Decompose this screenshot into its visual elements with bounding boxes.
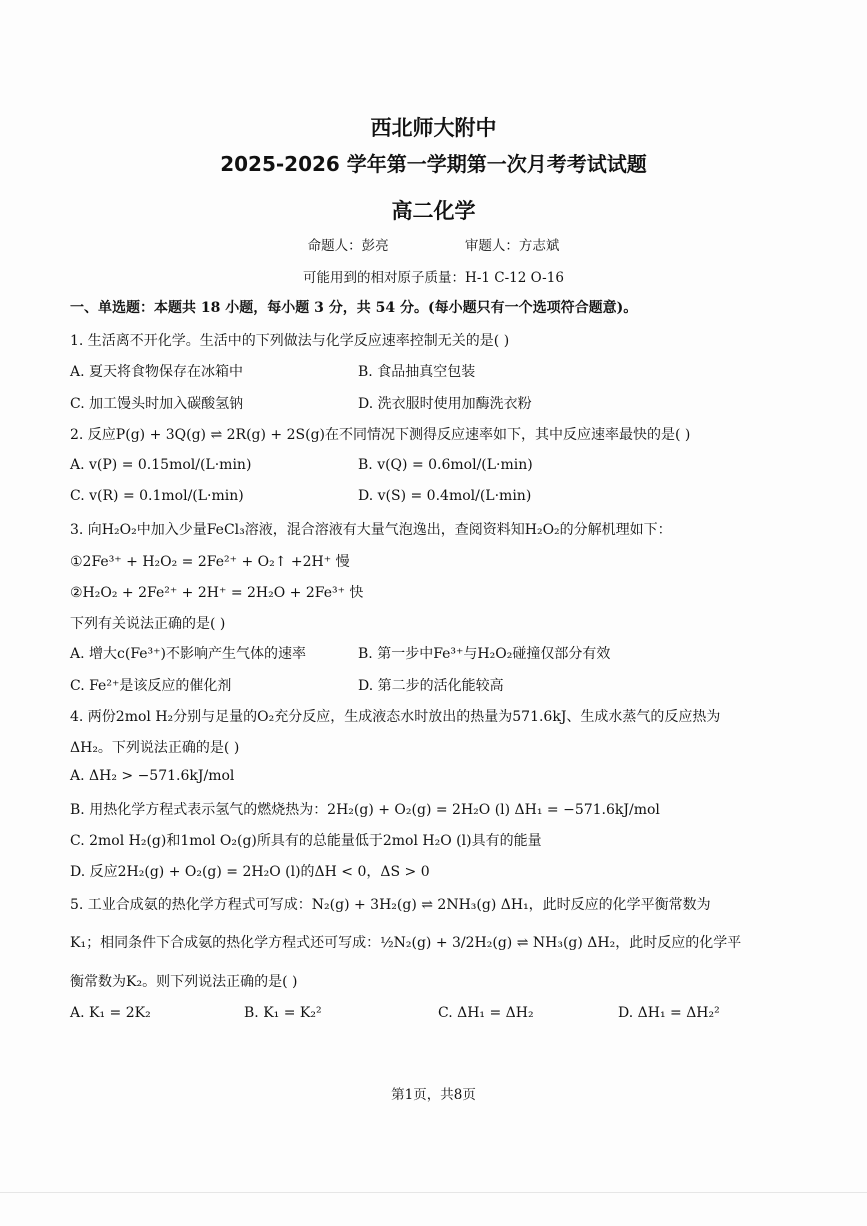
q3-stem: 3. 向H₂O₂中加入少量FeCl₃溶液，混合溶液有大量气泡逸出，查阅资料知H₂O₂的分解机理如下： — [70, 522, 672, 538]
page-number: 第1页，共8页 — [391, 1087, 476, 1103]
q5-option-b: B. K₁ = K₂² — [244, 1005, 322, 1021]
exam-title: 2025-2026 学年第一学期第一次月考考试试题 — [220, 152, 647, 176]
q4-option-d: D. 反应2H₂(g) + O₂(g) = 2H₂O (l)的ΔH < 0，ΔS > 0 — [70, 864, 430, 880]
q4-option-a: A. ΔH₂ > −571.6kJ/mol — [70, 768, 235, 784]
q3-step-1: ①2Fe³⁺ + H₂O₂ = 2Fe²⁺ + O₂↑ +2H⁺ 慢 — [70, 554, 350, 570]
q5-stem-3: 衡常数为K₂。则下列说法正确的是( ) — [70, 974, 298, 990]
q4-option-c: C. 2mol H₂(g)和1mol O₂(g)所具有的总能量低于2mol H₂O (l)具有的能量 — [70, 833, 542, 849]
q5-option-c: C. ΔH₁ = ΔH₂ — [438, 1005, 534, 1021]
school-title: 西北师大附中 — [370, 116, 497, 140]
q3-option-a: A. 增大c(Fe³⁺)不影响产生气体的速率 — [70, 646, 307, 662]
q5-option-d: D. ΔH₁ = ΔH₂² — [618, 1005, 720, 1021]
q2-option-c: C. v(R) = 0.1mol/(L·min) — [70, 488, 244, 504]
q1-option-c: C. 加工馒头时加入碳酸氢钠 — [70, 396, 244, 412]
q1-option-a: A. 夏天将食物保存在冰箱中 — [70, 364, 244, 380]
q3-option-c: C. Fe²⁺是该反应的催化剂 — [70, 678, 232, 694]
authors-line — [0, 234, 867, 254]
q1-option-d: D. 洗衣服时使用加酶洗衣粉 — [358, 396, 532, 412]
q3-step-2: ②H₂O₂ + 2Fe²⁺ + 2H⁺ = 2H₂O + 2Fe³⁺ 快 — [70, 585, 364, 601]
reviewer: 审题人：方志斌 — [464, 238, 560, 254]
bottom-divider — [0, 1192, 867, 1193]
q5-stem-2: K₁；相同条件下合成氨的热化学方程式还可写成：½N₂(g) + 3/2H₂(g) ⇌ NH₃(g) ΔH₂，此时反应的化学平 — [70, 935, 742, 951]
q2-option-b: B. v(Q) = 0.6mol/(L·min) — [358, 457, 533, 473]
q5-stem-1: 5. 工业合成氨的热化学方程式可写成：N₂(g) + 3H₂(g) ⇌ 2NH₃(g) ΔH₁，此时反应的化学平衡常数为 — [70, 897, 711, 913]
q4-stem-2: ΔH₂。下列说法正确的是( ) — [70, 740, 240, 756]
q2-option-d: D. v(S) = 0.4mol/(L·min) — [358, 488, 532, 504]
q2-stem: 2. 反应P(g) + 3Q(g) ⇌ 2R(g) + 2S(g)在不同情况下测得反应速率如下，其中反应速率最快的是( ) — [70, 427, 691, 443]
atomic-masses: 可能用到的相对原子质量：H-1 C-12 O-16 — [303, 270, 564, 286]
subject-title: 高二化学 — [391, 199, 476, 223]
q3-ask: 下列有关说法正确的是( ) — [70, 616, 226, 632]
q4-option-b: B. 用热化学方程式表示氢气的燃烧热为：2H₂(g) + O₂(g) = 2H₂O (l) ΔH₁ = −571.6kJ/mol — [70, 802, 660, 818]
q3-option-d: D. 第二步的活化能较高 — [358, 678, 504, 694]
q1-option-b: B. 食品抽真空包装 — [358, 364, 476, 380]
q5-option-a: A. K₁ = 2K₂ — [70, 1005, 151, 1021]
q1-stem: 1. 生活离不开化学。生活中的下列做法与化学反应速率控制无关的是( ) — [70, 333, 510, 349]
q4-stem-1: 4. 两份2mol H₂分别与足量的O₂充分反应，生成液态水时放出的热量为571.6kJ、生成水蒸气的反应热为 — [70, 709, 721, 725]
setter: 命题人：彭亮 — [307, 238, 389, 254]
section-heading: 一、单选题：本题共 18 小题，每小题 3 分，共 54 分。(每小题只有一个选项符合题意)。 — [70, 300, 638, 316]
q3-option-b: B. 第一步中Fe³⁺与H₂O₂碰撞仅部分有效 — [358, 646, 611, 662]
q2-option-a: A. v(P) = 0.15mol/(L·min) — [70, 457, 252, 473]
